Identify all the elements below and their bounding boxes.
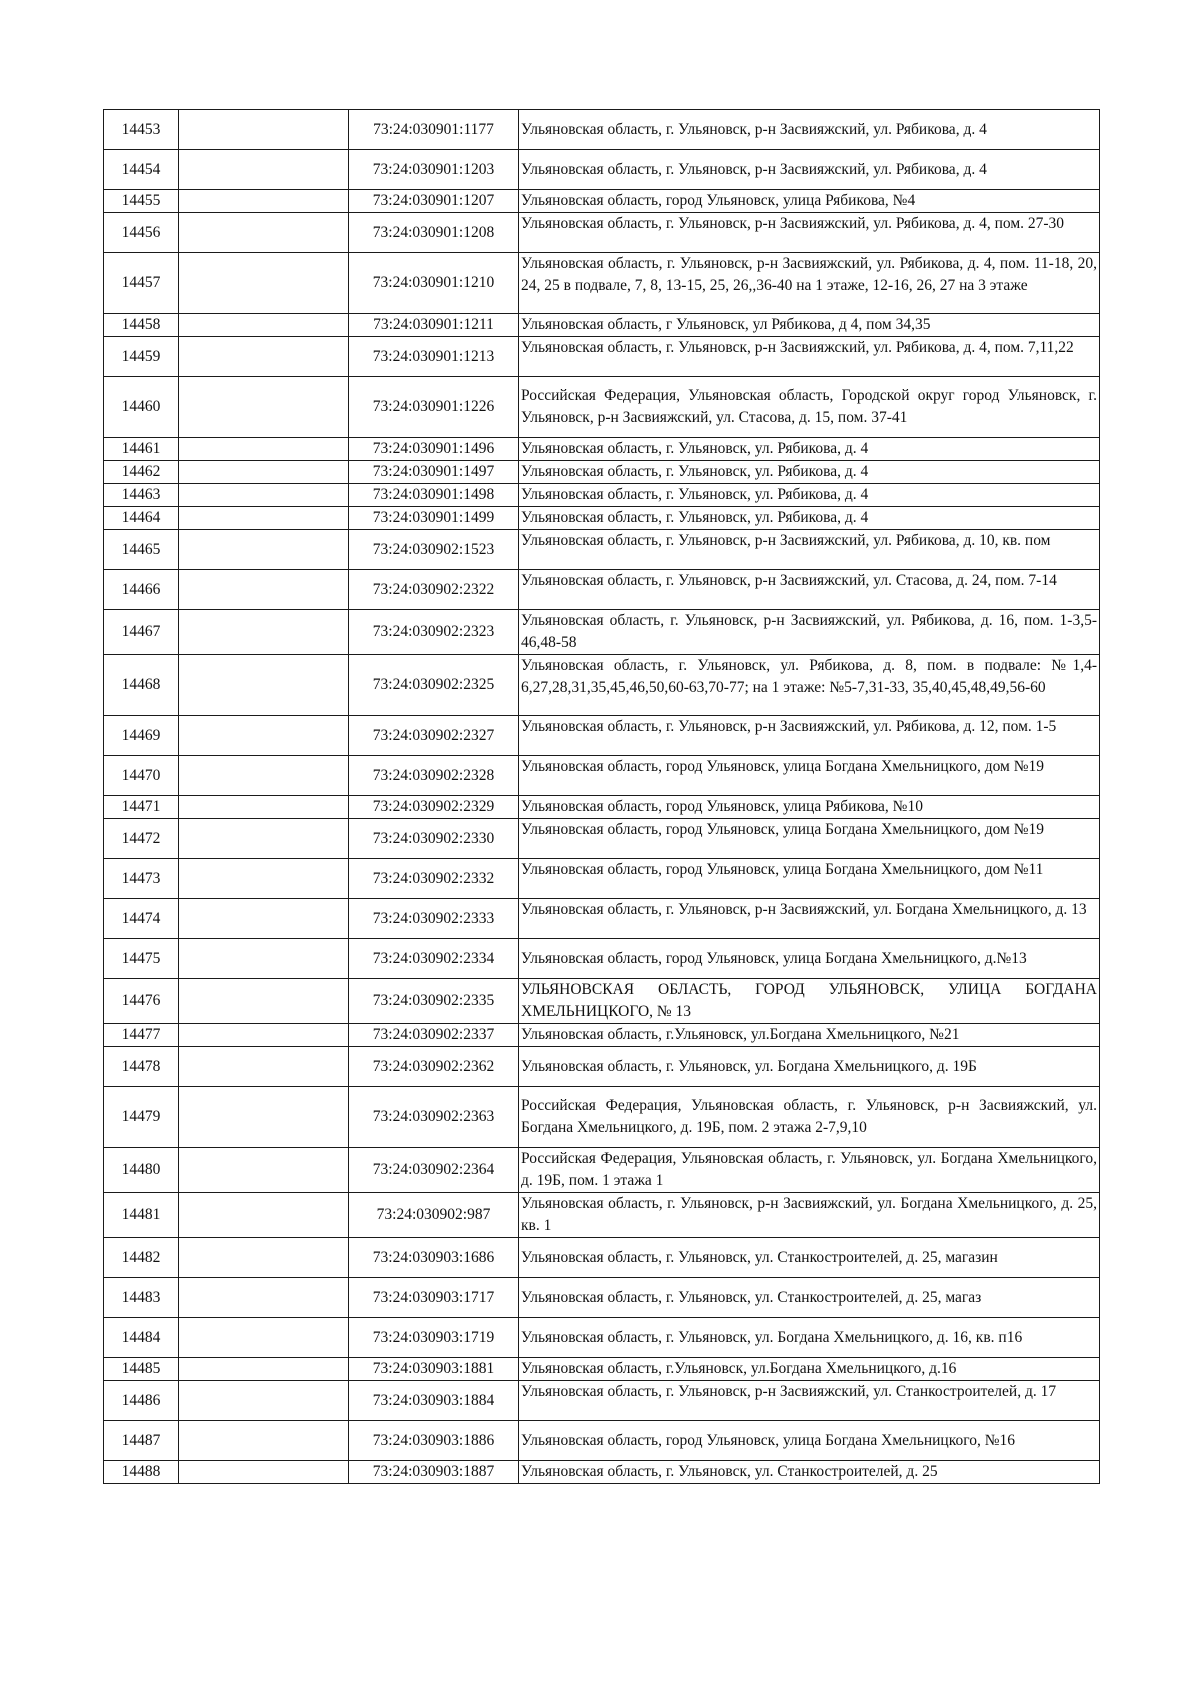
empty-cell <box>179 1193 349 1238</box>
table-row <box>104 1238 1100 1278</box>
table-row <box>104 819 1100 859</box>
address: Ульяновская область, г.Ульяновск, ул.Богдана Хмельницкого, №21 <box>519 1024 1100 1047</box>
row-number: 14477 <box>104 1024 179 1047</box>
empty-cell <box>179 1148 349 1193</box>
empty-cell <box>179 796 349 819</box>
address: Ульяновская область, г. Ульяновск, ул. Станкостроителей, д. 25 <box>519 1461 1100 1484</box>
address: Ульяновская область, город Ульяновск, улица Богдана Хмельницкого, дом №11 <box>519 859 1100 899</box>
row-number: 14473 <box>104 859 179 899</box>
table-row <box>104 1087 1100 1148</box>
cadastral-number: 73:24:030901:1211 <box>349 314 519 337</box>
empty-cell <box>179 716 349 756</box>
cadastral-number: 73:24:030902:2337 <box>349 1024 519 1047</box>
cadastral-number: 73:24:030901:1499 <box>349 507 519 530</box>
cadastral-number: 73:24:030903:1887 <box>349 1461 519 1484</box>
cadastral-number: 73:24:030901:1498 <box>349 484 519 507</box>
row-number: 14463 <box>104 484 179 507</box>
address: Ульяновская область, г. Ульяновск, р-н Засвияжский, ул. Рябикова, д. 4 <box>519 150 1100 190</box>
address: Ульяновская область, г. Ульяновск, ул. Рябикова, д. 4 <box>519 438 1100 461</box>
row-number: 14470 <box>104 756 179 796</box>
empty-cell <box>179 979 349 1024</box>
cadastral-number: 73:24:030901:1207 <box>349 190 519 213</box>
cadastral-number: 73:24:030903:1686 <box>349 1238 519 1278</box>
table-row <box>104 939 1100 979</box>
table-row <box>104 1148 1100 1193</box>
table-row <box>104 1381 1100 1421</box>
table-row <box>104 610 1100 655</box>
address: Ульяновская область, г. Ульяновск, р-н Засвияжский, ул. Рябикова, д. 4, пом. 27-30 <box>519 213 1100 253</box>
address: Ульяновская область, г. Ульяновск, ул. Богдана Хмельницкого, д. 16, кв. п16 <box>519 1318 1100 1358</box>
address: Ульяновская область, г. Ульяновск, ул. Богдана Хмельницкого, д. 19Б <box>519 1047 1100 1087</box>
table-row <box>104 570 1100 610</box>
table-row <box>104 190 1100 213</box>
table-row <box>104 507 1100 530</box>
address: Российская Федерация, Ульяновская область, г. Ульяновск, ул. Богдана Хмельницкого, д. 19Б, пом. 1 этажа 1 <box>519 1148 1100 1193</box>
table-row <box>104 1193 1100 1238</box>
table-row <box>104 461 1100 484</box>
row-number: 14486 <box>104 1381 179 1421</box>
row-number: 14472 <box>104 819 179 859</box>
table-row <box>104 1024 1100 1047</box>
empty-cell <box>179 530 349 570</box>
cadastral-number: 73:24:030902:2364 <box>349 1148 519 1193</box>
empty-cell <box>179 1318 349 1358</box>
empty-cell <box>179 1047 349 1087</box>
empty-cell <box>179 899 349 939</box>
cadastral-number: 73:24:030901:1213 <box>349 337 519 377</box>
empty-cell <box>179 1421 349 1461</box>
address: Ульяновская область, город Ульяновск, улица Богдана Хмельницкого, дом №19 <box>519 756 1100 796</box>
address: Ульяновская область, г. Ульяновск, р-н Засвияжский, ул. Рябикова, д. 16, пом. 1-3,5-46,48-58 <box>519 610 1100 655</box>
row-number: 14457 <box>104 253 179 314</box>
empty-cell <box>179 314 349 337</box>
address: Ульяновская область, г. Ульяновск, р-н Засвияжский, ул. Рябикова, д. 10, кв. пом <box>519 530 1100 570</box>
cadastral-number: 73:24:030902:2323 <box>349 610 519 655</box>
empty-cell <box>179 570 349 610</box>
cadastral-number: 73:24:030903:1884 <box>349 1381 519 1421</box>
table-row <box>104 655 1100 716</box>
register-table <box>103 109 1100 1484</box>
row-number: 14460 <box>104 377 179 438</box>
empty-cell <box>179 213 349 253</box>
empty-cell <box>179 756 349 796</box>
empty-cell <box>179 150 349 190</box>
address: Ульяновская область, город Ульяновск, улица Рябикова, №4 <box>519 190 1100 213</box>
row-number: 14459 <box>104 337 179 377</box>
row-number: 14466 <box>104 570 179 610</box>
address: Ульяновская область, город Ульяновск, улица Рябикова, №10 <box>519 796 1100 819</box>
address: Ульяновская область, г.Ульяновск, ул.Богдана Хмельницкого, д.16 <box>519 1358 1100 1381</box>
address: Ульяновская область, г. Ульяновск, ул. Рябикова, д. 4 <box>519 461 1100 484</box>
row-number: 14484 <box>104 1318 179 1358</box>
cadastral-number: 73:24:030901:1177 <box>349 110 519 150</box>
row-number: 14482 <box>104 1238 179 1278</box>
cadastral-number: 73:24:030902:2363 <box>349 1087 519 1148</box>
empty-cell <box>179 1461 349 1484</box>
cadastral-number: 73:24:030902:987 <box>349 1193 519 1238</box>
cadastral-number: 73:24:030903:1881 <box>349 1358 519 1381</box>
cadastral-number: 73:24:030901:1496 <box>349 438 519 461</box>
cadastral-number: 73:24:030902:2322 <box>349 570 519 610</box>
address: Ульяновская область, г. Ульяновск, р-н Засвияжский, ул. Стасова, д. 24, пом. 7-14 <box>519 570 1100 610</box>
row-number: 14476 <box>104 979 179 1024</box>
cadastral-number: 73:24:030902:2334 <box>349 939 519 979</box>
cadastral-number: 73:24:030903:1717 <box>349 1278 519 1318</box>
cadastral-number: 73:24:030903:1719 <box>349 1318 519 1358</box>
empty-cell <box>179 253 349 314</box>
row-number: 14487 <box>104 1421 179 1461</box>
cadastral-number: 73:24:030902:2330 <box>349 819 519 859</box>
table-row <box>104 314 1100 337</box>
address: Ульяновская область, г. Ульяновск, ул. Станкостроителей, д. 25, магазин <box>519 1238 1100 1278</box>
cadastral-number: 73:24:030902:2362 <box>349 1047 519 1087</box>
cadastral-number: 73:24:030903:1886 <box>349 1421 519 1461</box>
register-rows <box>104 110 1100 1484</box>
empty-cell <box>179 939 349 979</box>
table-row <box>104 1358 1100 1381</box>
row-number: 14456 <box>104 213 179 253</box>
table-row <box>104 859 1100 899</box>
table-row <box>104 756 1100 796</box>
empty-cell <box>179 461 349 484</box>
table-row <box>104 110 1100 150</box>
register-sheet <box>103 109 1099 1484</box>
empty-cell <box>179 859 349 899</box>
row-number: 14461 <box>104 438 179 461</box>
address: Ульяновская область, г. Ульяновск, р-н Засвияжский, ул. Рябикова, д. 4 <box>519 110 1100 150</box>
cadastral-number: 73:24:030902:2327 <box>349 716 519 756</box>
cadastral-number: 73:24:030901:1208 <box>349 213 519 253</box>
table-row <box>104 213 1100 253</box>
table-row <box>104 1461 1100 1484</box>
cadastral-number: 73:24:030902:2332 <box>349 859 519 899</box>
table-row <box>104 1318 1100 1358</box>
table-row <box>104 530 1100 570</box>
empty-cell <box>179 507 349 530</box>
cadastral-number: 73:24:030901:1497 <box>349 461 519 484</box>
row-number: 14481 <box>104 1193 179 1238</box>
row-number: 14465 <box>104 530 179 570</box>
row-number: 14469 <box>104 716 179 756</box>
table-row <box>104 796 1100 819</box>
cadastral-number: 73:24:030902:2329 <box>349 796 519 819</box>
empty-cell <box>179 1381 349 1421</box>
cadastral-number: 73:24:030902:1523 <box>349 530 519 570</box>
empty-cell <box>179 1238 349 1278</box>
cadastral-number: 73:24:030901:1226 <box>349 377 519 438</box>
table-row <box>104 1047 1100 1087</box>
address: Ульяновская область, г Ульяновск, ул Рябикова, д 4, пом 34,35 <box>519 314 1100 337</box>
address: Ульяновская область, г. Ульяновск, р-н Засвияжский, ул. Станкостроителей, д. 17 <box>519 1381 1100 1421</box>
row-number: 14480 <box>104 1148 179 1193</box>
row-number: 14464 <box>104 507 179 530</box>
row-number: 14479 <box>104 1087 179 1148</box>
row-number: 14478 <box>104 1047 179 1087</box>
empty-cell <box>179 655 349 716</box>
empty-cell <box>179 110 349 150</box>
row-number: 14462 <box>104 461 179 484</box>
empty-cell <box>179 819 349 859</box>
empty-cell <box>179 484 349 507</box>
address: Ульяновская область, г. Ульяновск, ул. Станкостроителей, д. 25, магаз <box>519 1278 1100 1318</box>
table-row <box>104 150 1100 190</box>
empty-cell <box>179 1087 349 1148</box>
address: Российская Федерация, Ульяновская область, г. Ульяновск, р-н Засвияжский, ул. Богдана Хмельницкого, д. 19Б, пом. 2 этажа 2-7,9,10 <box>519 1087 1100 1148</box>
row-number: 14453 <box>104 110 179 150</box>
address: Ульяновская область, г. Ульяновск, ул. Рябикова, д. 4 <box>519 484 1100 507</box>
empty-cell <box>179 1278 349 1318</box>
table-row <box>104 484 1100 507</box>
table-row <box>104 899 1100 939</box>
empty-cell <box>179 1358 349 1381</box>
table-row <box>104 253 1100 314</box>
row-number: 14474 <box>104 899 179 939</box>
address: Ульяновская область, г. Ульяновск, р-н Засвияжский, ул. Богдана Хмельницкого, д. 13 <box>519 899 1100 939</box>
row-number: 14488 <box>104 1461 179 1484</box>
cadastral-number: 73:24:030901:1203 <box>349 150 519 190</box>
address: Ульяновская область, город Ульяновск, улица Богдана Хмельницкого, дом №19 <box>519 819 1100 859</box>
row-number: 14458 <box>104 314 179 337</box>
address: Ульяновская область, г. Ульяновск, р-н Засвияжский, ул. Богдана Хмельницкого, д. 25, кв. 1 <box>519 1193 1100 1238</box>
row-number: 14454 <box>104 150 179 190</box>
cadastral-number: 73:24:030902:2328 <box>349 756 519 796</box>
empty-cell <box>179 377 349 438</box>
address: Российская Федерация, Ульяновская область, Городской округ город Ульяновск, г. Ульяновск, р-н Засвияжский, ул. Стасова, д. 15, пом. 37-41 <box>519 377 1100 438</box>
table-row <box>104 438 1100 461</box>
row-number: 14475 <box>104 939 179 979</box>
cadastral-number: 73:24:030901:1210 <box>349 253 519 314</box>
table-row <box>104 716 1100 756</box>
cadastral-number: 73:24:030902:2333 <box>349 899 519 939</box>
empty-cell <box>179 1024 349 1047</box>
empty-cell <box>179 438 349 461</box>
address: УЛЬЯНОВСКАЯ ОБЛАСТЬ, ГОРОД УЛЬЯНОВСК, УЛИЦА БОГДАНА ХМЕЛЬНИЦКОГО, № 13 <box>519 979 1100 1024</box>
row-number: 14467 <box>104 610 179 655</box>
table-row <box>104 979 1100 1024</box>
table-row <box>104 1278 1100 1318</box>
address: Ульяновская область, г. Ульяновск, ул. Рябикова, д. 4 <box>519 507 1100 530</box>
table-row <box>104 377 1100 438</box>
address: Ульяновская область, город Ульяновск, улица Богдана Хмельницкого, д.№13 <box>519 939 1100 979</box>
row-number: 14471 <box>104 796 179 819</box>
table-row <box>104 1421 1100 1461</box>
cadastral-number: 73:24:030902:2335 <box>349 979 519 1024</box>
row-number: 14468 <box>104 655 179 716</box>
address: Ульяновская область, г. Ульяновск, ул. Рябикова, д. 8, пом. в подвале: №1,4-6,27,28,31,35,45,46,50,60-63,70-77; на 1 этаже: №5-7,31-33, 35,40,45,48,49,56-60 <box>519 655 1100 716</box>
row-number: 14455 <box>104 190 179 213</box>
address: Ульяновская область, г. Ульяновск, р-н Засвияжский, ул. Рябикова, д. 4, пом. 11-18, 20, 24, 25 в подвале, 7, 8, 13-15, 25, 26,,36-40 на 1 этаже, 12-16, 26, 27 на 3 этаже <box>519 253 1100 314</box>
empty-cell <box>179 190 349 213</box>
row-number: 14483 <box>104 1278 179 1318</box>
row-number: 14485 <box>104 1358 179 1381</box>
table-row <box>104 337 1100 377</box>
empty-cell <box>179 337 349 377</box>
cadastral-number: 73:24:030902:2325 <box>349 655 519 716</box>
address: Ульяновская область, г. Ульяновск, р-н Засвияжский, ул. Рябикова, д. 4, пом. 7,11,22 <box>519 337 1100 377</box>
address: Ульяновская область, г. Ульяновск, р-н Засвияжский, ул. Рябикова, д. 12, пом. 1-5 <box>519 716 1100 756</box>
address: Ульяновская область, город Ульяновск, улица Богдана Хмельницкого, №16 <box>519 1421 1100 1461</box>
empty-cell <box>179 610 349 655</box>
